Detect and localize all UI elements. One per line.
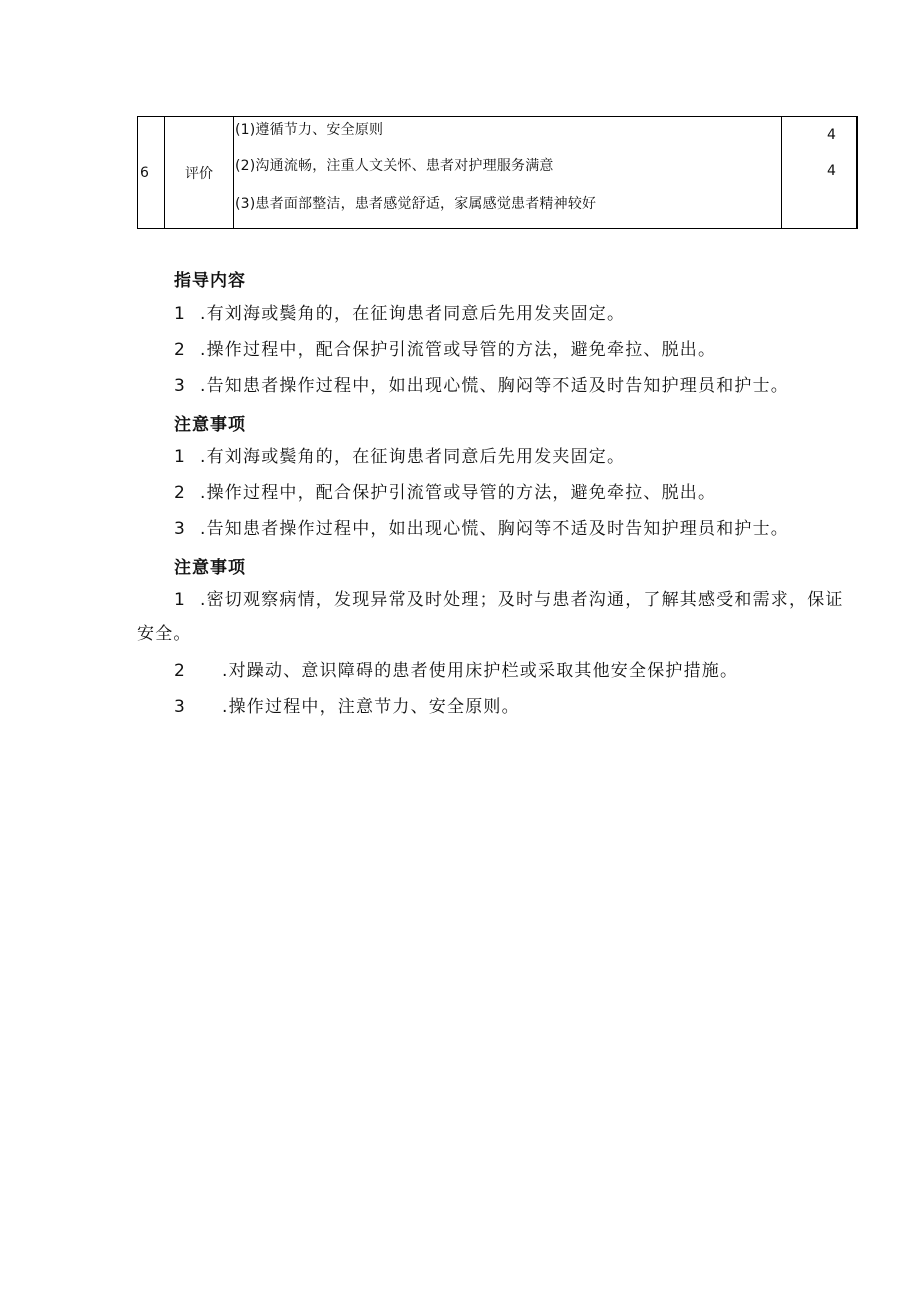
section-heading-guidance: 指导内容 (174, 271, 246, 291)
criteria-line: (3)患者面部整洁，患者感觉舒适，家属感觉患者精神较好 (235, 196, 597, 212)
criteria-line: (2)沟通流畅，注重人文关怀、患者对护理服务满意 (235, 158, 554, 174)
row-number: 6 (140, 164, 149, 181)
item-number: 2 (174, 483, 187, 503)
table-row (138, 117, 857, 229)
item-number: 2 (174, 340, 187, 360)
section-heading-notes: 注意事项 (174, 415, 246, 435)
item-text: .告知患者操作过程中，如出现心慌、胸闷等不适及时告知护理员和护士。 (200, 519, 790, 539)
list-item (137, 583, 856, 651)
item-text: .有刘海或鬓角的，在征询患者同意后先用发夹固定。 (200, 447, 626, 467)
item-cell (165, 117, 234, 229)
score-value: 4 (827, 127, 836, 143)
list-item (174, 690, 854, 724)
score-value: 4 (827, 163, 836, 179)
list-item (174, 440, 854, 474)
evaluation-score-table (137, 116, 858, 229)
item-text: .告知患者操作过程中，如出现心慌、胸闷等不适及时告知护理员和护士。 (200, 376, 790, 396)
score-cell (782, 117, 857, 229)
section-heading-notes: 注意事项 (174, 558, 246, 578)
item-number: 2 (174, 661, 187, 681)
list-item (174, 476, 854, 510)
list-item (174, 333, 854, 367)
item-text: .操作过程中，配合保护引流管或导管的方法，避免牵拉、脱出。 (200, 340, 717, 360)
list-item (174, 369, 854, 403)
item-text: .有刘海或鬓角的，在征询患者同意后先用发夹固定。 (200, 304, 626, 324)
item-text: .密切观察病情，发现异常及时处理；及时与患者沟通，了解其感受和需求，保证 (200, 590, 844, 610)
item-text: .对躁动、意识障碍的患者使用床护栏或采取其他安全保护措施。 (222, 661, 739, 681)
row-number-cell (138, 117, 165, 229)
item-number: 3 (174, 697, 187, 717)
item-number: 1 (174, 304, 187, 324)
list-item (174, 654, 854, 688)
item-number: 3 (174, 376, 187, 396)
item-text-continuation: 安全。 (137, 624, 192, 644)
list-item (174, 297, 854, 331)
item-number: 1 (174, 590, 187, 610)
item-label: 评价 (185, 165, 213, 182)
item-text: .操作过程中，注意节力、安全原则。 (222, 697, 520, 717)
item-text: .操作过程中，配合保护引流管或导管的方法，避免牵拉、脱出。 (200, 483, 717, 503)
list-item (174, 512, 854, 546)
criteria-line: (1)遵循节力、安全原则 (235, 122, 384, 138)
item-number: 3 (174, 519, 187, 539)
item-number: 1 (174, 447, 187, 467)
criteria-cell (234, 117, 782, 229)
